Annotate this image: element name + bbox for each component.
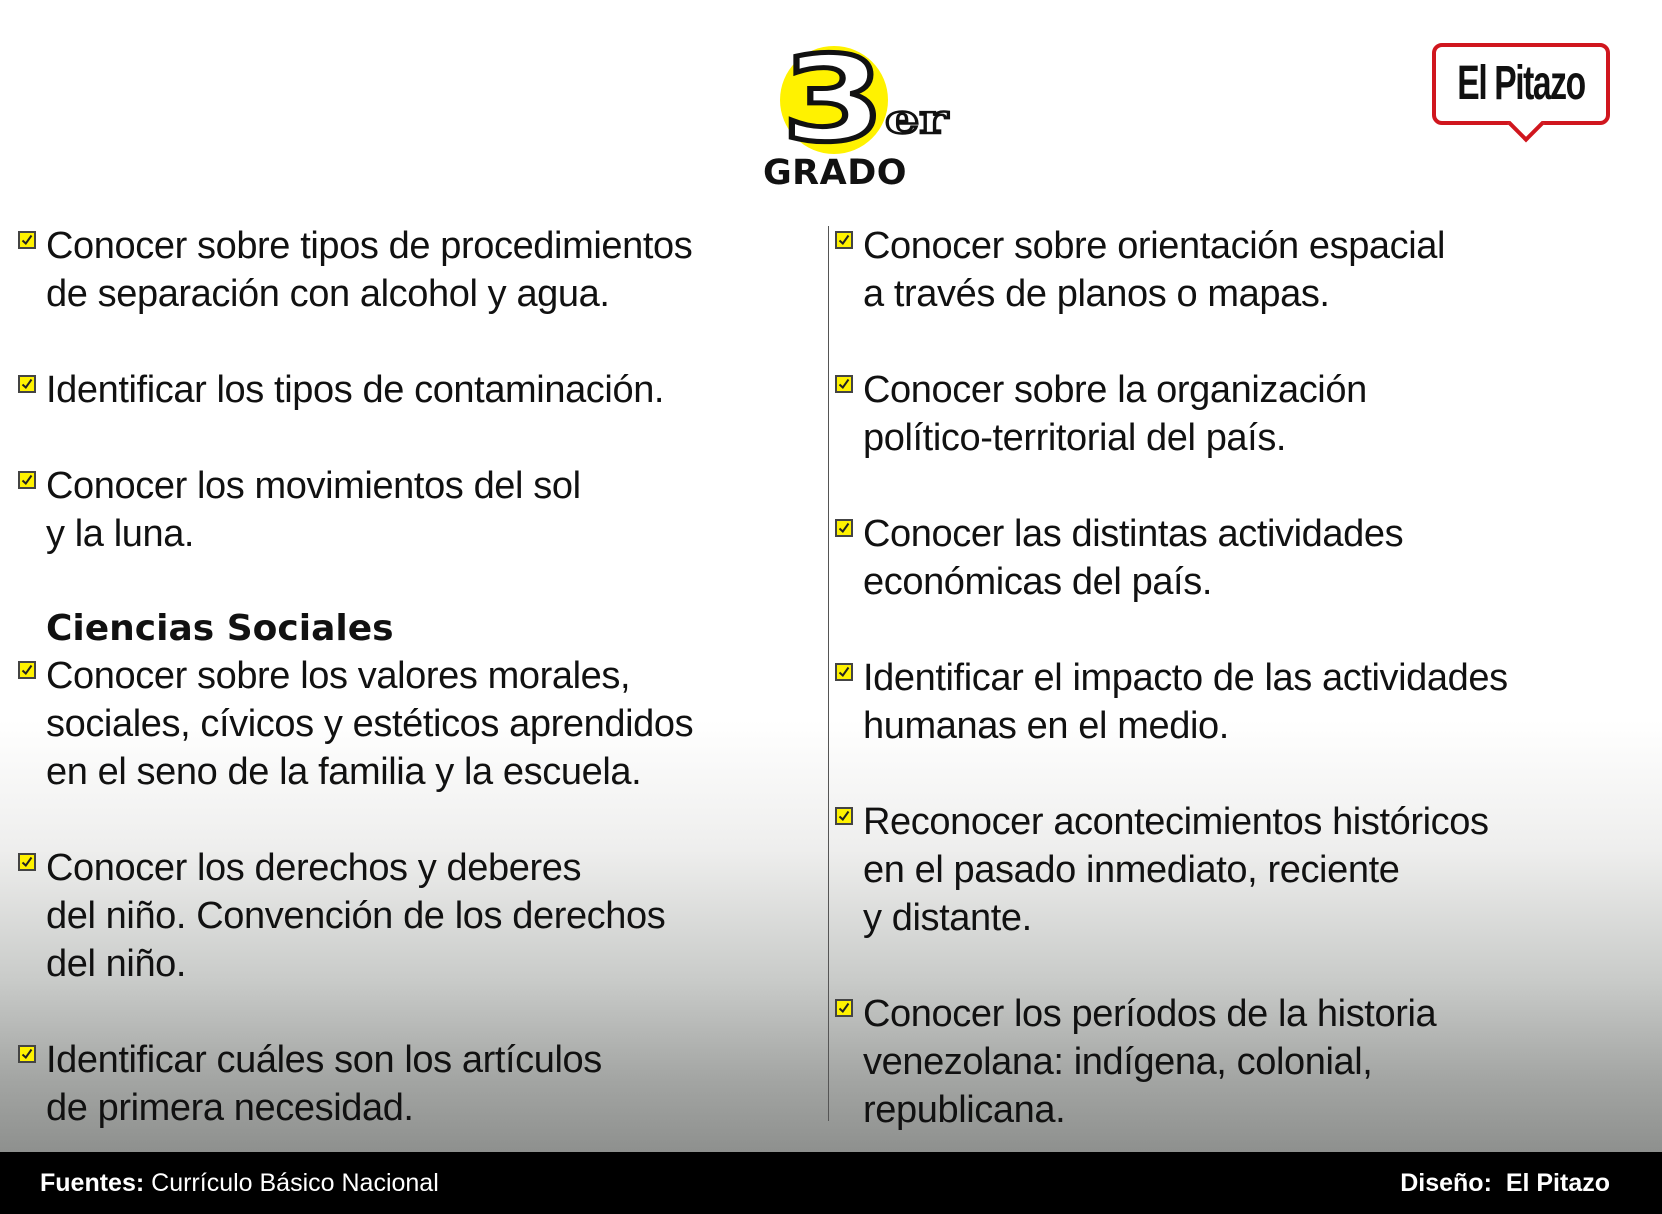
sources-label: Fuentes:	[40, 1169, 145, 1197]
checkbox-icon	[835, 663, 853, 681]
checkbox-icon	[18, 375, 36, 393]
checkbox-icon	[835, 231, 853, 249]
checkbox-icon	[835, 807, 853, 825]
checkbox-icon	[18, 853, 36, 871]
right-item-list	[835, 222, 1645, 1134]
item-text-line: Identificar los tipos de contaminación.	[46, 369, 665, 411]
footer-sources	[40, 1152, 439, 1214]
item-text-line: político-territorial del país.	[863, 417, 1287, 459]
item-text-line: Conocer los movimientos del sol	[46, 465, 581, 507]
checkbox-icon	[18, 1045, 36, 1063]
speech-bubble-tail-icon	[1508, 106, 1545, 143]
list-item	[18, 1036, 808, 1132]
item-text-line: Conocer sobre tipos de procedimientos	[46, 225, 693, 267]
checkbox-icon	[835, 519, 853, 537]
list-item	[18, 366, 808, 414]
item-text-line: Conocer los derechos y deberes	[46, 847, 582, 889]
item-text-line: Reconocer acontecimientos históricos	[863, 801, 1489, 843]
item-text-line: Identificar cuáles son los artículos	[46, 1039, 602, 1081]
item-text-line: en el seno de la familia y la escuela.	[46, 751, 642, 793]
design-value: El Pitazo	[1505, 1169, 1610, 1197]
design-label: Diseño:	[1400, 1169, 1492, 1197]
grade-logo	[760, 30, 990, 200]
list-item	[835, 222, 1645, 318]
list-item	[835, 366, 1645, 462]
list-item	[835, 798, 1645, 942]
item-text-line: venezolana: indígena, colonial,	[863, 1041, 1373, 1083]
brand-logo	[1432, 43, 1610, 125]
footer-design	[1400, 1152, 1610, 1214]
item-text-line: del niño. Convención de los derechos	[46, 895, 666, 937]
item-text-line: Conocer sobre la organización	[863, 369, 1367, 411]
left-item-list	[18, 222, 808, 558]
item-text-line: Conocer sobre los valores morales,	[46, 655, 631, 697]
grade-suffix: er	[885, 96, 948, 143]
list-item	[18, 652, 808, 796]
item-text-line: Conocer las distintas actividades	[863, 513, 1404, 555]
column-divider	[828, 226, 829, 1121]
footer-bar	[0, 1152, 1662, 1214]
checkbox-icon	[835, 999, 853, 1017]
item-text-line: y la luna.	[46, 513, 195, 555]
brand-name: El Pitazo	[1457, 57, 1585, 110]
list-item	[835, 654, 1645, 750]
list-item	[18, 222, 808, 318]
item-text-line: humanas en el medio.	[863, 705, 1229, 747]
item-text-line: sociales, cívicos y estéticos aprendidos	[46, 703, 694, 745]
checkbox-icon	[835, 375, 853, 393]
checkbox-icon	[18, 231, 36, 249]
item-text-line: Identificar el impacto de las actividades	[863, 657, 1508, 699]
item-text-line: del niño.	[46, 943, 187, 985]
section-title: Ciencias Sociales	[46, 608, 394, 649]
grade-number: 3	[782, 30, 885, 168]
sources-value: Currículo Básico Nacional	[151, 1169, 439, 1197]
checkbox-icon	[18, 661, 36, 679]
list-item	[18, 462, 808, 558]
item-text-line: y distante.	[863, 897, 1032, 939]
item-text-line: de separación con alcohol y agua.	[46, 273, 610, 315]
item-text-line: en el pasado inmediato, reciente	[863, 849, 1400, 891]
item-text-line: republicana.	[863, 1089, 1066, 1131]
list-item	[835, 990, 1645, 1134]
checkbox-icon	[18, 471, 36, 489]
grade-word: GRADO	[762, 153, 908, 193]
list-item	[835, 510, 1645, 606]
right-column	[835, 222, 1645, 1134]
item-text-line: Conocer sobre orientación espacial	[863, 225, 1446, 267]
item-text-line: Conocer los períodos de la historia	[863, 993, 1437, 1035]
item-text-line: de primera necesidad.	[46, 1087, 414, 1129]
social-sciences-item-list	[18, 652, 808, 1132]
item-text-line: económicas del país.	[863, 561, 1212, 603]
left-column	[18, 222, 808, 1132]
item-text-line: a través de planos o mapas.	[863, 273, 1330, 315]
list-item	[18, 844, 808, 988]
